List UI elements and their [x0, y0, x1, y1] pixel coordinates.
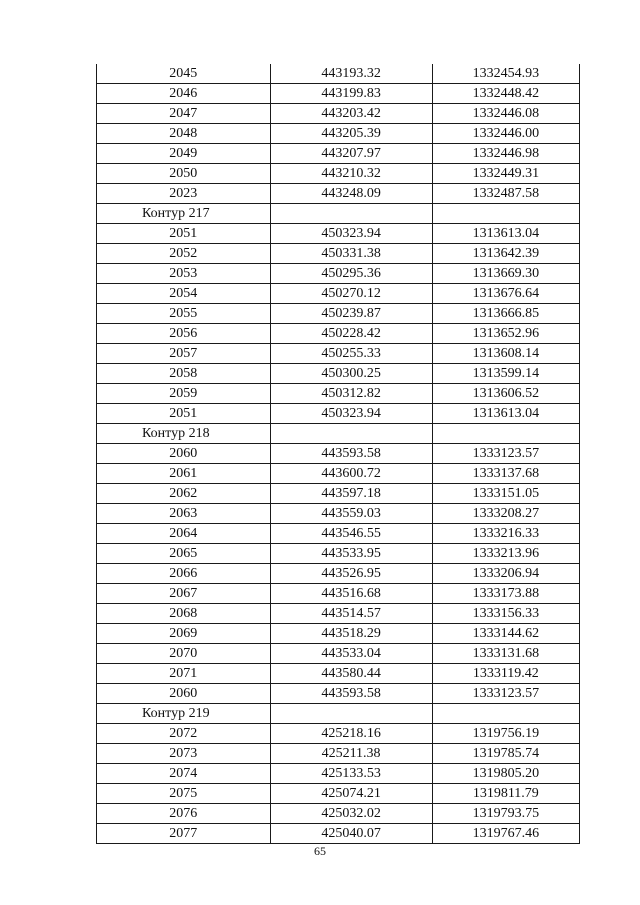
contour-header-row: [97, 704, 580, 724]
point-number-cell: 2055: [97, 304, 271, 324]
table-row: [97, 464, 580, 484]
table-row: [97, 724, 580, 744]
x-coordinate-cell: 450295.36: [270, 264, 432, 284]
table-row: [97, 584, 580, 604]
point-number-cell: 2077: [97, 824, 271, 844]
table-row: [97, 384, 580, 404]
point-number-cell: 2071: [97, 664, 271, 684]
x-coordinate-cell: 425218.16: [270, 724, 432, 744]
table-row: [97, 344, 580, 364]
point-number-cell: 2062: [97, 484, 271, 504]
table-row: [97, 104, 580, 124]
y-coordinate-cell: 1333208.27: [432, 504, 579, 524]
y-coordinate-cell: 1332446.00: [432, 124, 579, 144]
point-number-cell: 2049: [97, 144, 271, 164]
table-row: [97, 764, 580, 784]
table-row: [97, 64, 580, 84]
table-row: [97, 224, 580, 244]
x-coordinate-cell: 443580.44: [270, 664, 432, 684]
table-row: [97, 664, 580, 684]
x-coordinate-cell: 443516.68: [270, 584, 432, 604]
point-number-cell: 2047: [97, 104, 271, 124]
y-coordinate-cell: 1332449.31: [432, 164, 579, 184]
contour-label: Контур 218: [97, 424, 271, 444]
point-number-cell: 2075: [97, 784, 271, 804]
point-number-cell: 2061: [97, 464, 271, 484]
x-coordinate-cell: 443210.32: [270, 164, 432, 184]
y-coordinate-cell: 1313642.39: [432, 244, 579, 264]
table-row: [97, 744, 580, 764]
y-coordinate-cell: 1319811.79: [432, 784, 579, 804]
y-coordinate-cell: 1319756.19: [432, 724, 579, 744]
y-coordinate-cell: 1332448.42: [432, 84, 579, 104]
point-number-cell: 2068: [97, 604, 271, 624]
table-row: [97, 404, 580, 424]
table-row: [97, 124, 580, 144]
y-coordinate-cell: 1313613.04: [432, 404, 579, 424]
point-number-cell: 2048: [97, 124, 271, 144]
contour-label: Контур 217: [97, 204, 271, 224]
x-coordinate-cell: 450255.33: [270, 344, 432, 364]
empty-cell: [432, 424, 579, 444]
y-coordinate-cell: 1333137.68: [432, 464, 579, 484]
point-number-cell: 2050: [97, 164, 271, 184]
table-row: [97, 364, 580, 384]
x-coordinate-cell: 450331.38: [270, 244, 432, 264]
x-coordinate-cell: 450323.94: [270, 404, 432, 424]
x-coordinate-cell: 443559.03: [270, 504, 432, 524]
y-coordinate-cell: 1313606.52: [432, 384, 579, 404]
x-coordinate-cell: 425040.07: [270, 824, 432, 844]
empty-cell: [432, 204, 579, 224]
table-row: [97, 544, 580, 564]
point-number-cell: 2067: [97, 584, 271, 604]
table-row: [97, 644, 580, 664]
table-row: [97, 164, 580, 184]
point-number-cell: 2056: [97, 324, 271, 344]
x-coordinate-cell: 443518.29: [270, 624, 432, 644]
x-coordinate-cell: 443193.32: [270, 64, 432, 84]
y-coordinate-cell: 1313599.14: [432, 364, 579, 384]
table-row: [97, 284, 580, 304]
x-coordinate-cell: 443248.09: [270, 184, 432, 204]
table-row: [97, 524, 580, 544]
y-coordinate-cell: 1319767.46: [432, 824, 579, 844]
y-coordinate-cell: 1313666.85: [432, 304, 579, 324]
x-coordinate-cell: 443526.95: [270, 564, 432, 584]
y-coordinate-cell: 1313613.04: [432, 224, 579, 244]
table-row: [97, 824, 580, 844]
x-coordinate-cell: 450300.25: [270, 364, 432, 384]
x-coordinate-cell: 425032.02: [270, 804, 432, 824]
y-coordinate-cell: 1319793.75: [432, 804, 579, 824]
y-coordinate-cell: 1313608.14: [432, 344, 579, 364]
empty-cell: [270, 704, 432, 724]
point-number-cell: 2060: [97, 444, 271, 464]
y-coordinate-cell: 1332446.98: [432, 144, 579, 164]
x-coordinate-cell: 443207.97: [270, 144, 432, 164]
x-coordinate-cell: 443593.58: [270, 684, 432, 704]
y-coordinate-cell: 1313676.64: [432, 284, 579, 304]
point-number-cell: 2066: [97, 564, 271, 584]
y-coordinate-cell: 1333123.57: [432, 684, 579, 704]
table-row: [97, 564, 580, 584]
contour-label: Контур 219: [97, 704, 271, 724]
x-coordinate-cell: 443514.57: [270, 604, 432, 624]
table-row: [97, 304, 580, 324]
y-coordinate-cell: 1332454.93: [432, 64, 579, 84]
point-number-cell: 2052: [97, 244, 271, 264]
table-row: [97, 804, 580, 824]
x-coordinate-cell: 443546.55: [270, 524, 432, 544]
x-coordinate-cell: 443199.83: [270, 84, 432, 104]
point-number-cell: 2045: [97, 64, 271, 84]
x-coordinate-cell: 425133.53: [270, 764, 432, 784]
point-number-cell: 2051: [97, 404, 271, 424]
y-coordinate-cell: 1332487.58: [432, 184, 579, 204]
x-coordinate-cell: 443533.04: [270, 644, 432, 664]
table-row: [97, 264, 580, 284]
y-coordinate-cell: 1333131.68: [432, 644, 579, 664]
point-number-cell: 2046: [97, 84, 271, 104]
table-row: [97, 184, 580, 204]
x-coordinate-cell: 443533.95: [270, 544, 432, 564]
point-number-cell: 2059: [97, 384, 271, 404]
point-number-cell: 2072: [97, 724, 271, 744]
coordinates-table-body: [97, 64, 580, 844]
point-number-cell: 2053: [97, 264, 271, 284]
point-number-cell: 2058: [97, 364, 271, 384]
table-row: [97, 144, 580, 164]
point-number-cell: 2064: [97, 524, 271, 544]
x-coordinate-cell: 425074.21: [270, 784, 432, 804]
y-coordinate-cell: 1333123.57: [432, 444, 579, 464]
y-coordinate-cell: 1333144.62: [432, 624, 579, 644]
point-number-cell: 2076: [97, 804, 271, 824]
x-coordinate-cell: 443205.39: [270, 124, 432, 144]
x-coordinate-cell: 425211.38: [270, 744, 432, 764]
y-coordinate-cell: 1333119.42: [432, 664, 579, 684]
table-row: [97, 624, 580, 644]
point-number-cell: 2073: [97, 744, 271, 764]
point-number-cell: 2023: [97, 184, 271, 204]
x-coordinate-cell: 443593.58: [270, 444, 432, 464]
y-coordinate-cell: 1313669.30: [432, 264, 579, 284]
point-number-cell: 2051: [97, 224, 271, 244]
point-number-cell: 2054: [97, 284, 271, 304]
x-coordinate-cell: 450228.42: [270, 324, 432, 344]
table-row: [97, 444, 580, 464]
y-coordinate-cell: 1313652.96: [432, 324, 579, 344]
table-row: [97, 84, 580, 104]
table-row: [97, 784, 580, 804]
y-coordinate-cell: 1332446.08: [432, 104, 579, 124]
coordinates-table: [96, 64, 580, 844]
empty-cell: [432, 704, 579, 724]
x-coordinate-cell: 443597.18: [270, 484, 432, 504]
y-coordinate-cell: 1333206.94: [432, 564, 579, 584]
x-coordinate-cell: 443203.42: [270, 104, 432, 124]
x-coordinate-cell: 450239.87: [270, 304, 432, 324]
table-row: [97, 244, 580, 264]
y-coordinate-cell: 1333216.33: [432, 524, 579, 544]
y-coordinate-cell: 1333173.88: [432, 584, 579, 604]
x-coordinate-cell: 450270.12: [270, 284, 432, 304]
table-row: [97, 324, 580, 344]
table-row: [97, 684, 580, 704]
table-row: [97, 484, 580, 504]
table-row: [97, 604, 580, 624]
point-number-cell: 2074: [97, 764, 271, 784]
y-coordinate-cell: 1333213.96: [432, 544, 579, 564]
point-number-cell: 2060: [97, 684, 271, 704]
x-coordinate-cell: 450323.94: [270, 224, 432, 244]
empty-cell: [270, 424, 432, 444]
point-number-cell: 2057: [97, 344, 271, 364]
point-number-cell: 2070: [97, 644, 271, 664]
contour-header-row: [97, 204, 580, 224]
y-coordinate-cell: 1319805.20: [432, 764, 579, 784]
contour-header-row: [97, 424, 580, 444]
point-number-cell: 2065: [97, 544, 271, 564]
point-number-cell: 2069: [97, 624, 271, 644]
point-number-cell: 2063: [97, 504, 271, 524]
y-coordinate-cell: 1333151.05: [432, 484, 579, 504]
y-coordinate-cell: 1319785.74: [432, 744, 579, 764]
page-number: 65: [314, 844, 326, 858]
x-coordinate-cell: 450312.82: [270, 384, 432, 404]
table-row: [97, 504, 580, 524]
x-coordinate-cell: 443600.72: [270, 464, 432, 484]
empty-cell: [270, 204, 432, 224]
y-coordinate-cell: 1333156.33: [432, 604, 579, 624]
